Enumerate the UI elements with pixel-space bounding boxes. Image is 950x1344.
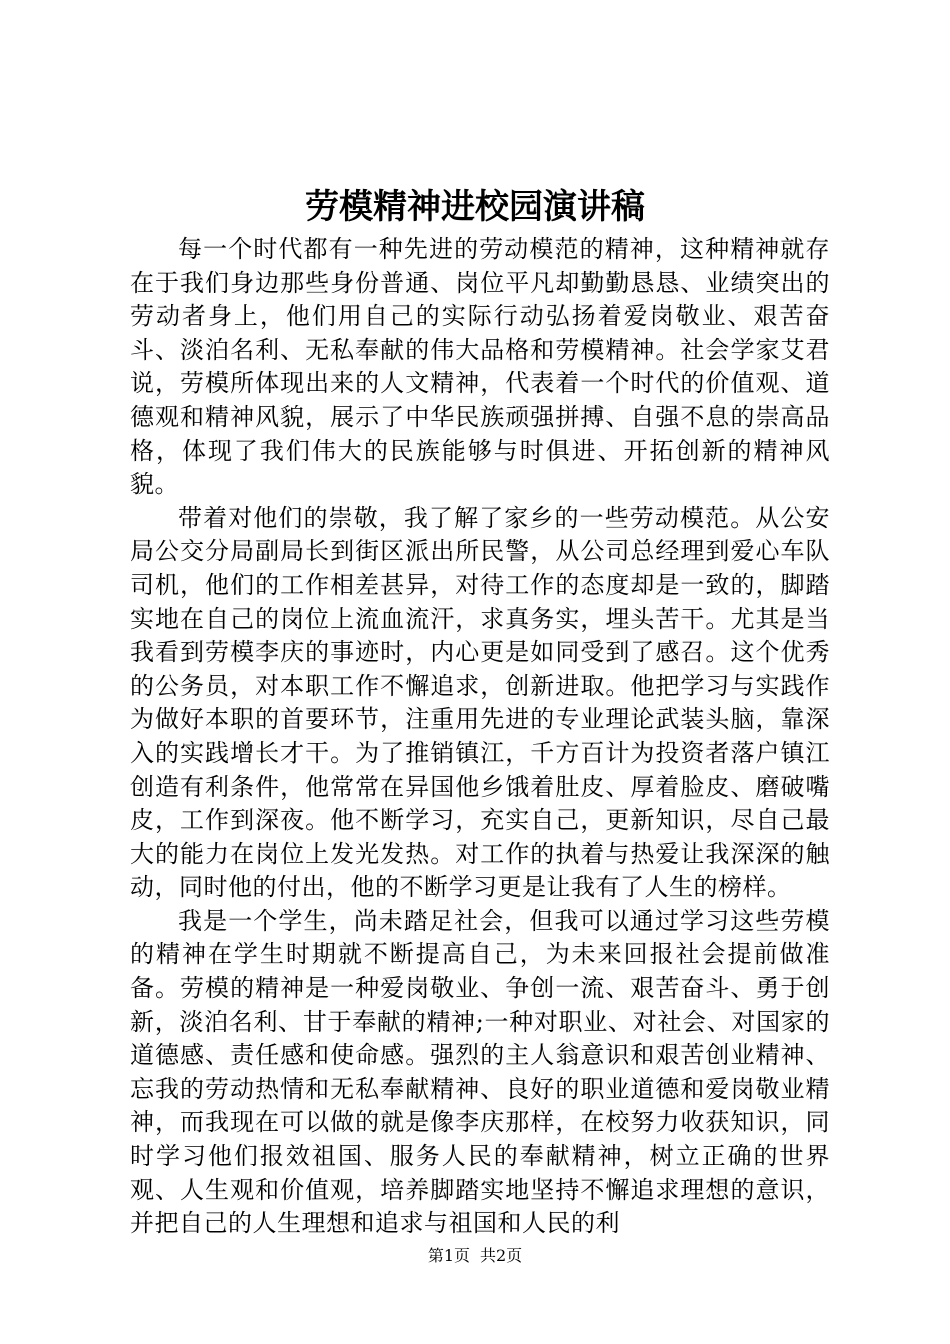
document-title: 劳模精神进校园演讲稿 [305,187,645,227]
page-footer [0,1245,950,1267]
document-body [130,233,830,1241]
paragraph-3: 我是一个学生，尚未踏足社会，但我可以通过学习这些劳模的精神在学生时期就不断提高自己，为未来回报社会提前做准备。劳模的精神是一种爱岗敬业、争创一流、艰苦奋斗、勇于创新，淡泊名利、甘于奉献的精神;一种对职业、对社会、对国家的道德感、责任感和使命感。强烈的主人翁意识和艰苦创业精神、忘我的劳动热情和无私奉献精神、良好的职业道德和爱岗敬业精神，而我现在可以做的就是像李庆那样，在校努力收获知识，同时学习他们报效祖国、服务人民的奉献精神，树立正确的世界观、人生观和价值观，培养脚踏实地坚持不懈追求理想的意识，并把自己的人生理想和追求与祖国和人民的利 [130,906,830,1238]
paragraph-1: 每一个时代都有一种先进的劳动模范的精神，这种精神就存在于我们身边那些身份普通、岗位平凡却勤勤恳恳、业绩突出的劳动者身上，他们用自己的实际行动弘扬着爱岗敬业、艰苦奋斗、淡泊名利、无私奉献的伟大品格和劳模精神。社会学家艾君说，劳模所体现出来的人文精神，代表着一个时代的价值观、道德观和精神风貌，展示了中华民族顽强拼搏、自强不息的崇高品格，体现了我们伟大的民族能够与时俱进、开拓创新的精神风貌。 [130,235,830,499]
page-number-current: 第1页 [427,1246,470,1265]
paragraph-2: 带着对他们的崇敬，我了解了家乡的一些劳动模范。从公安局公交分局副局长到街区派出所民警，从公司总经理到爱心车队司机，他们的工作相差甚异，对待工作的态度却是一致的，脚踏实地在自己的岗位上流血流汗，求真务实，埋头苦干。尤其是当我看到劳模李庆的事迹时，内心更是如同受到了感召。这个优秀的公务员，对本职工作不懈追求，创新进取。他把学习与实践作为做好本职的首要环节，注重用先进的专业理论武装头脑，靠深入的实践增长才干。为了推销镇江，千方百计为投资者落户镇江创造有利条件，他常常在异国他乡饿着肚皮、厚着脸皮、磨破嘴皮，工作到深夜。他不断学习，充实自己，更新知识，尽自己最大的能力在岗位上发光发热。对工作的执着与热爱让我深深的触动，同时他的付出，他的不断学习更是让我有了人生的榜样。 [130,503,830,902]
page-number-total: 共2页 [480,1246,523,1265]
